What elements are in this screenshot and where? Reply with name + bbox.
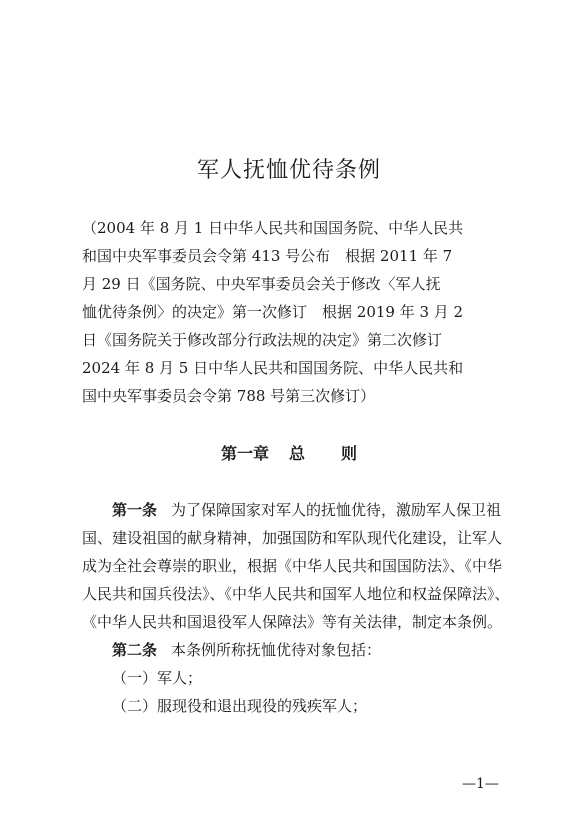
article-1-line: 成为全社会尊崇的职业，根据《中华人民共和国国防法》、《中华 bbox=[82, 557, 503, 575]
chapter-heading bbox=[0, 441, 578, 464]
article-1-first-line bbox=[112, 498, 501, 522]
chapter-number: 第一章 bbox=[220, 444, 269, 463]
article-2-text: 本条例所称抚恤优待对象包括： bbox=[171, 641, 382, 659]
article-2-item: （一）军人； bbox=[112, 669, 203, 687]
revision-note-line: （2004 年 8 月 1 日中华人民共和国国务院、中华人民共 bbox=[82, 219, 464, 237]
page-number: —1— bbox=[462, 776, 499, 792]
article-1-line: 人民共和国兵役法》、《中华人民共和国军人地位和权益保障法》、 bbox=[82, 585, 510, 603]
revision-note-line: 国中央军事委员会令第 788 号第三次修订） bbox=[82, 387, 376, 405]
revision-note-line: 和国中央军事委员会令第 413 号公布 根据 2011 年 7 bbox=[82, 247, 453, 265]
revision-note-line: 月 29 日《国务院、中央军事委员会关于修改〈军人抚 bbox=[82, 275, 441, 293]
article-1-text: 为了保障国家对军人的抚恤优待，激励军人保卫祖 bbox=[171, 501, 502, 519]
document-title: 军人抚恤优待条例 bbox=[196, 158, 381, 183]
chapter-name-part: 则 bbox=[341, 444, 358, 463]
chapter-name-part: 总 bbox=[288, 444, 305, 463]
revision-note-line: 2024 年 8 月 5 日中华人民共和国国务院、中华人民共和 bbox=[82, 359, 464, 377]
article-1-label: 第一条 bbox=[112, 501, 158, 519]
article-1-line: 《中华人民共和国退役军人保障法》等有关法律，制定本条例。 bbox=[82, 613, 503, 631]
revision-note-line: 恤优待条例〉的决定》第一次修订 根据 2019 年 3 月 2 bbox=[82, 303, 464, 321]
article-2-label: 第二条 bbox=[112, 641, 158, 659]
article-1-line: 国、建设祖国的献身精神，加强国防和军队现代化建设，让军人 bbox=[82, 529, 503, 547]
revision-note-line: 日《国务院关于修改部分行政法规的决定》第二次修订 bbox=[82, 331, 443, 349]
article-2-item: （二）服现役和退出现役的残疾军人； bbox=[112, 697, 368, 715]
article-2-first-line bbox=[112, 638, 381, 662]
